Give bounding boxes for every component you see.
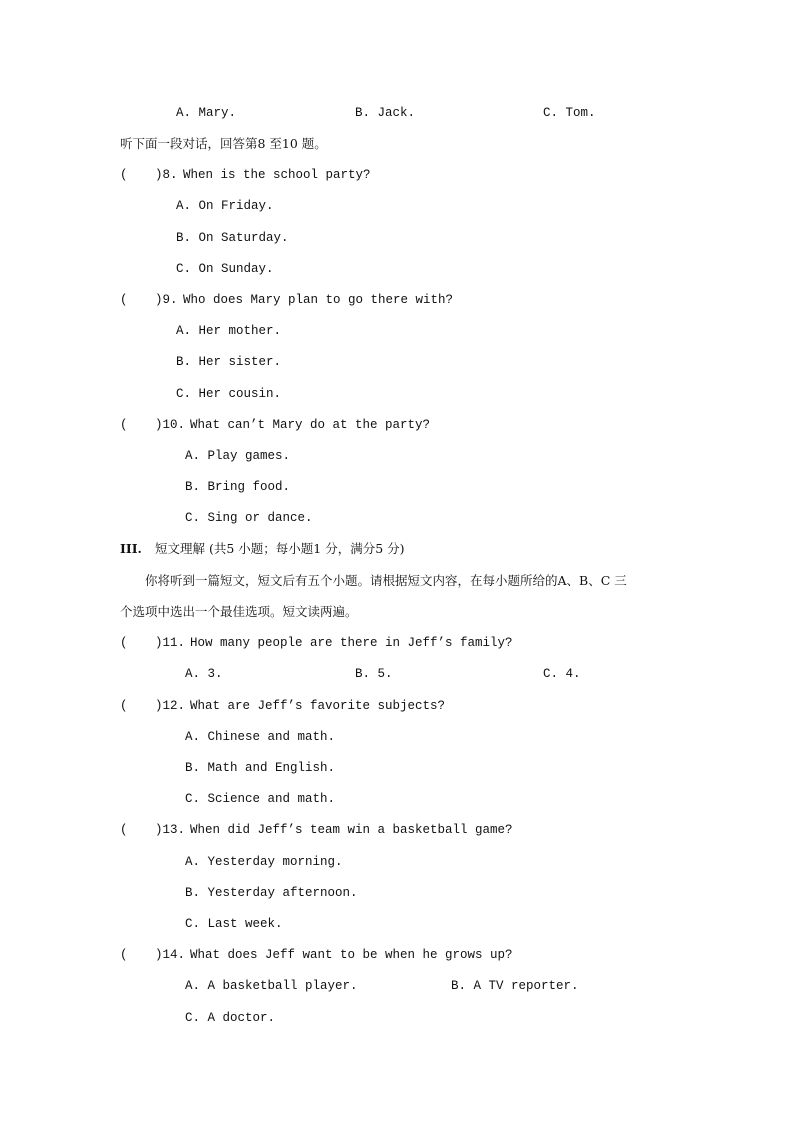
q13-option-a: A. Yesterday morning. xyxy=(185,855,343,869)
q10-open-paren: ( xyxy=(120,418,128,432)
q8-open-paren: ( xyxy=(120,168,128,182)
q14-number: )14. xyxy=(155,948,186,962)
q14-option-b: B. A TV reporter. xyxy=(451,979,579,993)
q13-option-b: B. Yesterday afternoon. xyxy=(185,886,358,900)
q14-open-paren: ( xyxy=(120,948,128,962)
q11-number: )11. xyxy=(155,636,186,650)
section-number: III. xyxy=(120,541,142,556)
q12-open-paren: ( xyxy=(120,699,128,713)
q9-number: )9. xyxy=(155,293,178,307)
q9-question: Who does Mary plan to go there with? xyxy=(183,293,454,307)
q11-option-c: C. 4. xyxy=(543,667,581,681)
q13-number: )13. xyxy=(155,823,186,837)
q10-option-c: C. Sing or dance. xyxy=(185,511,313,525)
q8-option-a: A. On Friday. xyxy=(176,199,274,213)
q11-question: How many people are there in Jeff’s family? xyxy=(190,636,513,650)
q12-option-c: C. Science and math. xyxy=(185,792,336,806)
q13-option-c: C. Last week. xyxy=(185,917,283,931)
q14-question: What does Jeff want to be when he grows up? xyxy=(190,948,513,962)
q8-question: When is the school party? xyxy=(183,168,371,182)
dialogue-instruction: 听下面一段对话，回答第8 至10 题。 xyxy=(120,136,327,151)
q14-option-a: A. A basketball player. xyxy=(185,979,358,993)
section-instruction-line2: 个选项中选出一个最佳选项。短文读两遍。 xyxy=(120,604,358,619)
q12-option-a: A. Chinese and math. xyxy=(185,730,336,744)
q9-option-b: B. Her sister. xyxy=(176,355,282,369)
q14-option-c: C. A doctor. xyxy=(185,1011,276,1025)
q11-option-a: A. 3. xyxy=(185,667,223,681)
q10-option-b: B. Bring food. xyxy=(185,480,291,494)
q8-option-b: B. On Saturday. xyxy=(176,231,289,245)
q10-option-a: A. Play games. xyxy=(185,449,291,463)
q9-option-c: C. Her cousin. xyxy=(176,387,282,401)
q12-number: )12. xyxy=(155,699,186,713)
q8-option-c: C. On Sunday. xyxy=(176,262,274,276)
q13-question: When did Jeff’s team win a basketball game? xyxy=(190,823,513,837)
q12-option-b: B. Math and English. xyxy=(185,761,336,775)
q9-open-paren: ( xyxy=(120,293,128,307)
q11-open-paren: ( xyxy=(120,636,128,650)
q7-option-c: C. Tom. xyxy=(543,106,596,120)
q11-option-b: B. 5. xyxy=(355,667,393,681)
q12-question: What are Jeff’s favorite subjects? xyxy=(190,699,446,713)
q10-number: )10. xyxy=(155,418,186,432)
q10-question: What can’t Mary do at the party? xyxy=(190,418,431,432)
section-title: 短文理解 (共5 小题；每小题1 分，满分5 分) xyxy=(155,541,405,556)
q9-option-a: A. Her mother. xyxy=(176,324,282,338)
q7-option-a: A. Mary. xyxy=(176,106,237,120)
q7-option-b: B. Jack. xyxy=(355,106,416,120)
q13-open-paren: ( xyxy=(120,823,128,837)
q8-number: )8. xyxy=(155,168,178,182)
section-instruction-line1: 你将听到一篇短文，短文后有五个小题。请根据短文内容，在每小题所给的A、B、C 三 xyxy=(145,573,627,588)
